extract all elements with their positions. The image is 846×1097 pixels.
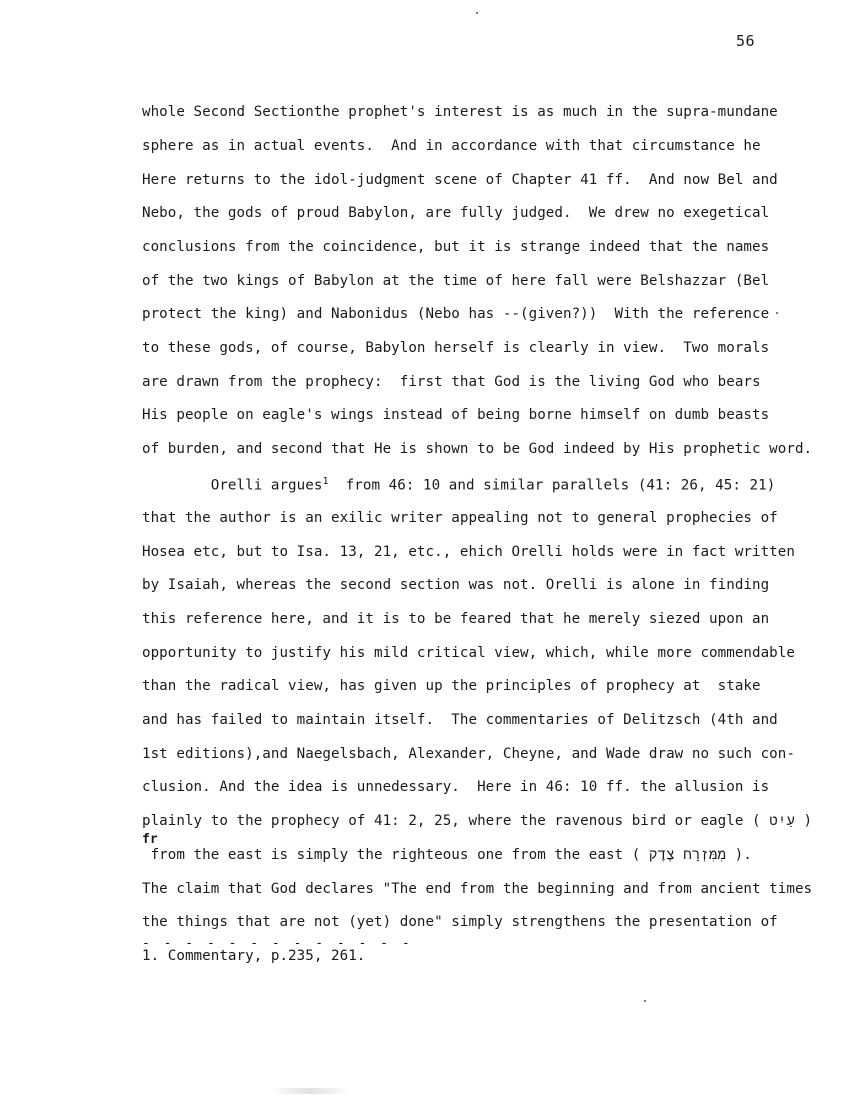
text-line: opportunity to justify his mild critical view, which, while more commendable: [142, 645, 795, 661]
footnote-marker: 1: [322, 476, 329, 487]
text-line: 1st editions),and Naegelsbach, Alexander, Cheyne, and Wade draw no such con-: [142, 746, 795, 762]
text-line: Hosea etc, but to Isa. 13, 21, etc., ehich Orelli holds were in fact written: [142, 544, 795, 560]
text-line: that the author is an exilic writer appealing not to general prophecies of: [142, 510, 778, 526]
text-line: Here returns to the idol-judgment scene of Chapter 41 ff. And now Bel and: [142, 172, 778, 188]
text-line-orelli: [142, 476, 775, 494]
text-line: this reference here, and it is to be feared that he merely siezed upon an: [142, 611, 770, 627]
text-line: plainly to the prophecy of 41: 2, 25, where the ravenous bird or eagle ( עַיִט ): [142, 813, 813, 829]
text-line: clusion. And the idea is unnedessary. Here in 46: 10 ff. the allusion is: [142, 779, 770, 795]
text-line: conclusions from the coincidence, but it is strange indeed that the names: [142, 239, 770, 255]
scan-smudge: [270, 1088, 350, 1094]
footnote: 1. Commentary, p.235, 261.: [142, 948, 366, 964]
margin-note: fr: [142, 832, 158, 847]
text-line: the things that are not (yet) done" simply strengthens the presentation of: [142, 914, 778, 930]
text-line: sphere as in actual events. And in accordance with that circumstance he: [142, 138, 761, 154]
paper-speck: [776, 312, 778, 314]
text-line: than the radical view, has given up the principles of prophecy at stake: [142, 678, 761, 694]
text-line: are drawn from the prophecy: first that God is the living God who bears: [142, 374, 761, 390]
text-line: from the east is simply the righteous one from the east ( מִמִּזְרָח צֶדֶק ).: [142, 847, 752, 863]
footnote-rule: - - - - - - - - - - - - -: [142, 936, 413, 951]
text-line: whole Second Sectionthe prophet's interest is as much in the supra-mundane: [142, 104, 778, 120]
paper-speck: [644, 1000, 646, 1002]
orelli-continuation: from 46: 10 and similar parallels (41: 26, 45: 21): [345, 477, 776, 494]
text-line: The claim that God declares "The end from the beginning and from ancient times: [142, 881, 813, 897]
orelli-lead: Orelli argues: [142, 477, 323, 494]
text-line: of burden, and second that He is shown to be God indeed by His prophetic word.: [142, 441, 813, 457]
text-line: and has failed to maintain itself. The commentaries of Delitzsch (4th and: [142, 712, 778, 728]
text-line: Nebo, the gods of proud Babylon, are fully judged. We drew no exegetical: [142, 205, 770, 221]
text-line: to these gods, of course, Babylon herself is clearly in view. Two morals: [142, 340, 770, 356]
text-line: of the two kings of Babylon at the time of here fall were Belshazzar (Bel: [142, 273, 770, 289]
text-line: protect the king) and Nabonidus (Nebo has --(given?)) With the reference: [142, 306, 770, 322]
paper-speck: [476, 12, 478, 14]
text-line: His people on eagle's wings instead of being borne himself on dumb beasts: [142, 407, 770, 423]
text-line: by Isaiah, whereas the second section was not. Orelli is alone in finding: [142, 577, 770, 593]
page-number: 56: [736, 32, 756, 50]
